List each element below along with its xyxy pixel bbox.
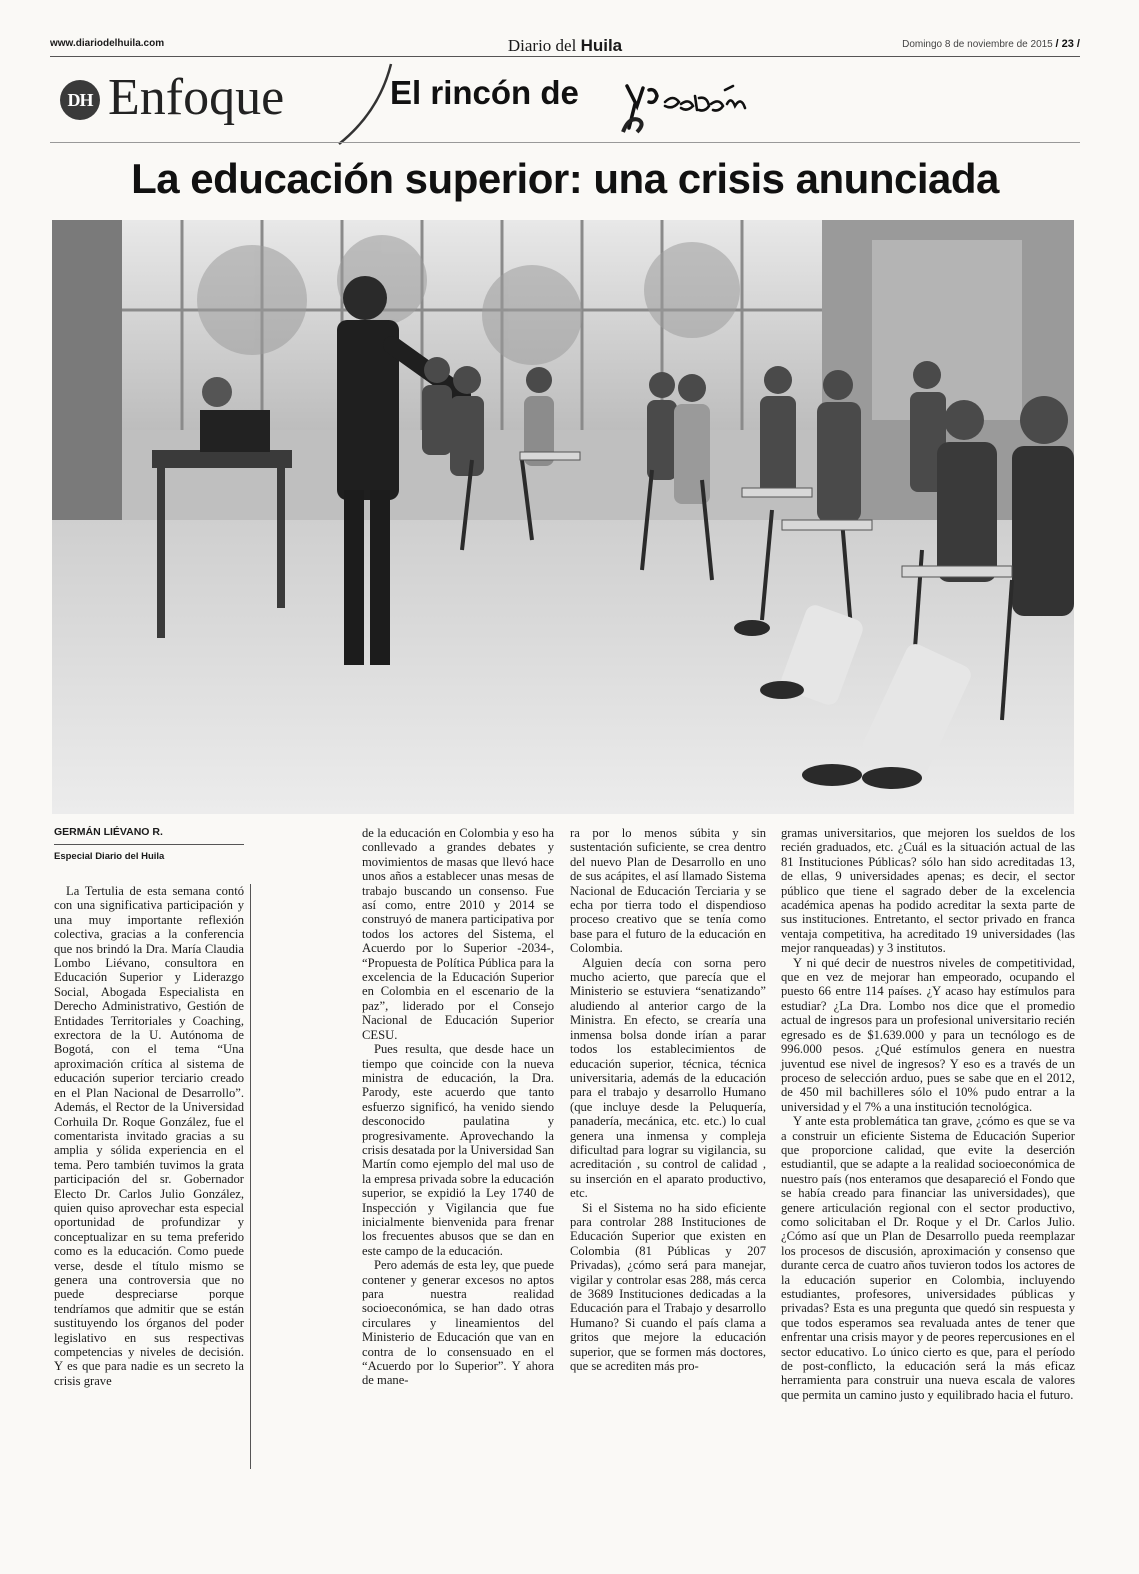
column-rule xyxy=(250,884,251,1469)
article-paragraph: ra por lo menos súbita y sin sustentación suficiente, se crea dentro del nuevo Plan de Desarrollo en uno de sus acápites, el así llamado Sistema Nacional de Educación Terciaria y se echa por tierra todo el dispendioso proceso creativo que se tenía como base para el futuro de la educación en Colombia. xyxy=(570,826,766,956)
byline-author: GERMÁN LIÉVANO R. xyxy=(54,826,163,838)
article-column-3 xyxy=(570,826,766,1373)
article-paragraph: de la educación en Colombia y eso ha conllevado a grandes debates y movimientos de masas que llevó hace unos años a establecer unas mesas de trabajo buscando un consenso. Fue así como, entre 2010 y 2014 se construyó de manera participativa por todos los actores del Sistema, el Acuerdo por lo Superior -2034-, “Propuesta de Política Pública para la excelencia de la Educación Superior en Colombia en el escenario de la paz”, liderado por el Consejo Nacional de Educación Superior CESU. xyxy=(362,826,554,1042)
article-column-2 xyxy=(362,826,554,1388)
byline-block xyxy=(54,826,244,862)
section-name: Enfoque xyxy=(108,69,285,126)
article-paragraph: Alguien decía con sorna pero mucho acierto, que parecía que el Ministerio se estuviera “senatizando” aludiendo al anterior cargo de la Ministra. En efecto, se crearía una inmensa bolsa donde irían a parar todos los establecimientos de educación superior, técnica, técnica universitaria, además de la educación para el trabajo y desarrollo Humano (que incluye desde la Peluquería, panadería, mecánica, etc. etc.) lo cual genera una inmensa y compleja dificultad para lograr su vigilancia, su acreditación , su control de calidad , su inserción en el aparato productivo, etc. xyxy=(570,955,766,1201)
paper-name-part-b: Huila xyxy=(580,36,623,55)
section-rule xyxy=(50,142,1080,143)
section-slash-divider xyxy=(335,62,395,146)
article-paragraph: Pero además de esta ley, que puede contener y generar excesos no aptos para nuestra realidad socioeconómica, se han dado otras circulares y lineamientos del Ministerio de Educación que van en contra de lo consensuado en el “Acuerdo por lo Superior”. Y ahora de mane- xyxy=(362,1258,554,1388)
article-paragraph: La Tertulia de esta semana contó con una significativa participación y una muy importante reflexión colectiva, gracias a la conferencia que nos brindó la Dra. María Claudia Lombo Liévano, consultora en Educación Superior y Liderazgo Social, Abogada Especialista en Derecho Administrativo, Gestión de Entidades Territoriales y Coaching, exrectora de la U. Autónoma de Bogotá, con el tema “Una aproximación crítica al sistema de educación superior terciario creado en el Plan Nacional de Desarrollo”. Además, el Rector de la Universidad Corhuila Dr. Roque González, fue el comentarista invitado gracias a su amplia y sólida experiencia en el tema. Pero también tuvimos la grata participación del sr. Gobernador Electo Dr. Carlos Julio González, quien quiso aprovechar esta especial oportunidad de profundizar y conceptualizar en su tema preferido como es la educación. Como puede verse, desde el título mismo se genera una controversia que no puede despreciarse porque tendríamos que admitir que se están sustituyendo los órganos del poder legislativo en sus respectivas competencias y niveles de decisión. Y es que para nadie es un secreto la crisis grave xyxy=(54,884,244,1388)
dh-logo: DH xyxy=(60,80,100,120)
issue-date: Domingo 8 de noviembre de 2015 xyxy=(902,39,1053,50)
handwritten-signature xyxy=(615,76,815,136)
article-paragraph: Y ni qué decir de nuestros niveles de competitividad, que en vez de mejorar han empeorado, ocupando el puesto 66 entre 114 países. ¿Y acaso hay estímulos para estudiar? ¿La Dra. Lombo nos dice que el promedio actual de ingresos para un profesional universitario recién egresado es de $1.639.000 y para un tecnólogo es de 996.000 pesos. ¿Qué estímulos genera en nuestra juventud ese nivel de ingresos? Y eso es a través de un proceso de selección arduo, pues se sabe que en el 2012, de 450 mil bachilleres sólo el 10% pudo entrar a la universidad y el 7% a una institución tecnológica. xyxy=(781,955,1075,1114)
byline-source: Especial Diario del Huila xyxy=(54,851,165,862)
article-paragraph: gramas universitarios, que mejoren los sueldos de los recién graduados, etc. ¿Cuál es la situación actual de las 81 Instituciones Públicas? sólo han sido acreditadas 13, de ellas, 9 universidades apenas; es decir, el sector público que tiene el sagrado deber de la excelencia académica apenas ha podido acreditar la sexta parte de sus instituciones. Entretanto, el sector privado en franca ventaja competitiva, ha acreditado 19 universidades (las mejor ranqueadas) y 3 institutos. xyxy=(781,826,1075,956)
headline: La educación superior: una crisis anunciada xyxy=(131,155,999,202)
site-url[interactable]: www.diariodelhuila.com xyxy=(50,38,165,49)
byline-rule xyxy=(54,844,244,845)
article-column-1 xyxy=(54,884,244,1388)
date-line xyxy=(902,38,1080,50)
article-column-4 xyxy=(781,826,1075,1402)
masthead-rule xyxy=(50,56,1080,57)
page-number: / 23 / xyxy=(1055,38,1080,50)
section-header xyxy=(50,62,1080,148)
paper-name-part-a: Diario del xyxy=(507,36,581,55)
classroom-photo xyxy=(52,220,1074,814)
classroom-photo-illustration xyxy=(52,220,1074,814)
article-paragraph: Si el Sistema no ha sido eficiente para controlar 288 Instituciones de Educación Superior que existen en Colombia (81 Públicas y 207 Privadas), ¿cómo será para manejar, vigilar y controlar esas 288, más cerca de 3689 Instituciones dedicadas a la Educación para el Trabajo y desarrollo Humano? Si cuando el país clama a gritos que mejore la educación superior, que se formen más doctores, que se acrediten más pro- xyxy=(570,1200,766,1374)
article-paragraph: Pues resulta, que desde hace un tiempo que coincide con la nueva ministra de educación, la Dra. Parody, este acuerdo que tanto esfuerzo significó, ha venido siendo desconocido paulatina y progresivamente. Aprovechando la crisis desatada por la Universidad San Martín como ejemplo del mal uso de la empresa privada sobre la educación superior, se expidió la Ley 1740 de Inspección y Vigilancia que fue inicialmente bienvenida para frenar los frecuentes abusos que se dan en este campo de la educación. xyxy=(362,1042,554,1258)
column-title: El rincón de xyxy=(390,74,579,111)
masthead xyxy=(50,36,1080,56)
article-paragraph: Y ante esta problemática tan grave, ¿cómo es que se va a construir un eficiente Sistema de Educación Superior que proporcione calidad, que evite la deserción estudiantil, que se adapte a la realidad socioeconómica de nuestro país (nos enteramos que desapareció el Fondo que se había creado para financiar las universidades), que genere articulación regional con el sector productivo, como solicitaban el Dr. Roque y el Dr. Carlos Julio. ¿Cómo así que un Plan de Desarrollo pueda reemplazar los procesos de discusión, aproximación y consenso que durante cerca de cuatro años tuvieron todos los actores de la educación superior en Colombia, incluyendo estudiantes, profesores, universidades públicas y privadas? Esta es una pregunta que quedó sin respuesta y que todos esperamos sea revaluada antes de tener que enfrentar una crisis mayor y de peores repercusiones en el sector educativo. Lo único cierto es que, para el período de post-conflicto, la educación será la más eficaz herramienta para construir una nueva escala de valores que permita un camino justo y equilibrado hacia el futuro. xyxy=(781,1114,1075,1402)
